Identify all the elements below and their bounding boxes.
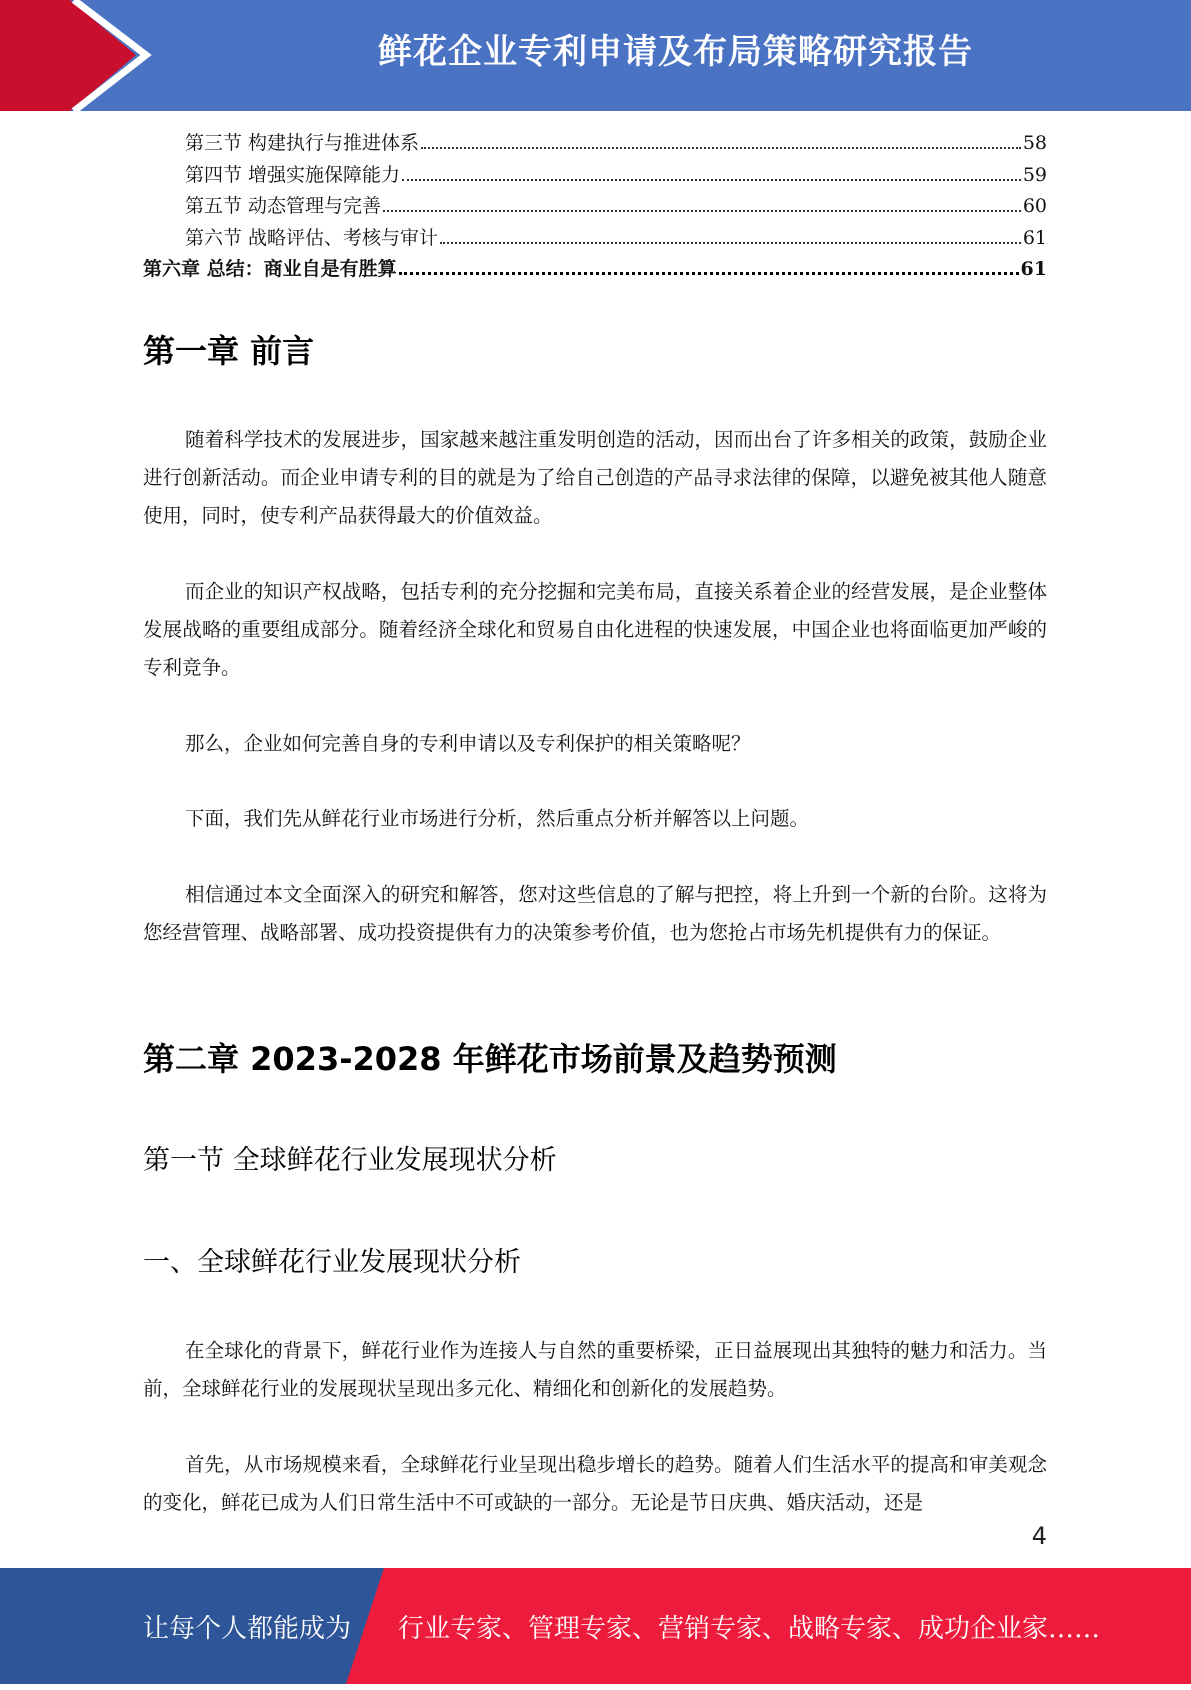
toc-leader (421, 147, 1021, 149)
toc-entry-page: 58 (1022, 132, 1047, 154)
paragraph: 下面，我们先从鲜花行业市场进行分析，然后重点分析并解答以上问题。 (185, 807, 810, 830)
toc-entry-page: 60 (1022, 195, 1047, 217)
table-of-contents (143, 128, 1047, 286)
section-heading: 第一节 全球鲜花行业发展现状分析 (143, 1145, 557, 1176)
toc-entry-label: 第四节 增强实施保障能力 (185, 163, 401, 186)
toc-leader (399, 272, 1019, 275)
paragraph: 相信通过本文全面深入的研究和解答，您对这些信息的了解与把控，将上升到一个新的台阶。这将为您经营管理、战略部署、成功投资提供有力的决策参考价值，也为您抢占市场先机提供有力的保证。 (143, 883, 1047, 944)
toc-entry-label: 第六章 总结：商业自是有胜算 (143, 258, 397, 280)
toc-entry[interactable] (143, 191, 1047, 223)
toc-entry-label: 第五节 动态管理与完善 (185, 195, 382, 217)
toc-entry[interactable] (143, 128, 1047, 160)
toc-entry-page: 61 (1020, 258, 1047, 280)
page-number: 4 (1031, 1522, 1047, 1550)
paragraph: 那么，企业如何完善自身的专利申请以及专利保护的相关策略呢？ (185, 732, 751, 755)
footer-slogan-left: 让每个人都能成为 (143, 1614, 352, 1644)
page-footer (0, 1568, 1191, 1684)
toc-leader (402, 179, 1021, 181)
paragraph: 首先，从市场规模来看，全球鲜花行业呈现出稳步增长的趋势。随着人们生活水平的提高和审美观念的变化，鲜花已成为人们日常生活中不可或缺的一部分。无论是节日庆典、婚庆活动，还是 (143, 1453, 1047, 1514)
page-header (0, 0, 1191, 111)
toc-leader (440, 242, 1021, 244)
toc-entry[interactable] (143, 223, 1047, 255)
report-title: 鲜花企业专利申请及布局策略研究报告 (378, 32, 973, 72)
subsection-heading: 一、全球鲜花行业发展现状分析 (143, 1247, 521, 1278)
paragraph: 随着科学技术的发展进步，国家越来越注重发明创造的活动，因而出台了许多相关的政策，鼓励企业进行创新活动。而企业申请专利的目的就是为了给自己创造的产品寻求法律的保障，以避免被其他人随意使用，同时，使专利产品获得最大的价值效益。 (143, 428, 1047, 527)
toc-entry[interactable] (143, 160, 1047, 192)
chapter1-heading: 第一章 前言 (143, 332, 315, 370)
toc-leader (383, 210, 1021, 212)
toc-entry-label: 第三节 构建执行与推进体系 (185, 132, 420, 154)
toc-entry-chapter[interactable] (143, 254, 1047, 286)
paragraph: 在全球化的背景下，鲜花行业作为连接人与自然的重要桥梁，正日益展现出其独特的魅力和活力。当前，全球鲜花行业的发展现状呈现出多元化、精细化和创新化的发展趋势。 (143, 1339, 1047, 1400)
toc-entry-page: 61 (1022, 226, 1047, 249)
toc-entry-label: 第六节 战略评估、考核与审计 (185, 226, 439, 249)
paragraph: 而企业的知识产权战略，包括专利的充分挖掘和完美布局，直接关系着企业的经营发展，是企业整体发展战略的重要组成部分。随着经济全球化和贸易自由化进程的快速发展，中国企业也将面临更加严峻的专利竞争。 (143, 580, 1047, 679)
chapter2-heading: 第二章 2023-2028 年鲜花市场前景及趋势预测 (143, 1040, 837, 1078)
toc-entry-page: 59 (1022, 163, 1047, 186)
footer-slogan-right: 行业专家、管理专家、营销专家、战略专家、成功企业家…… (398, 1614, 1101, 1644)
